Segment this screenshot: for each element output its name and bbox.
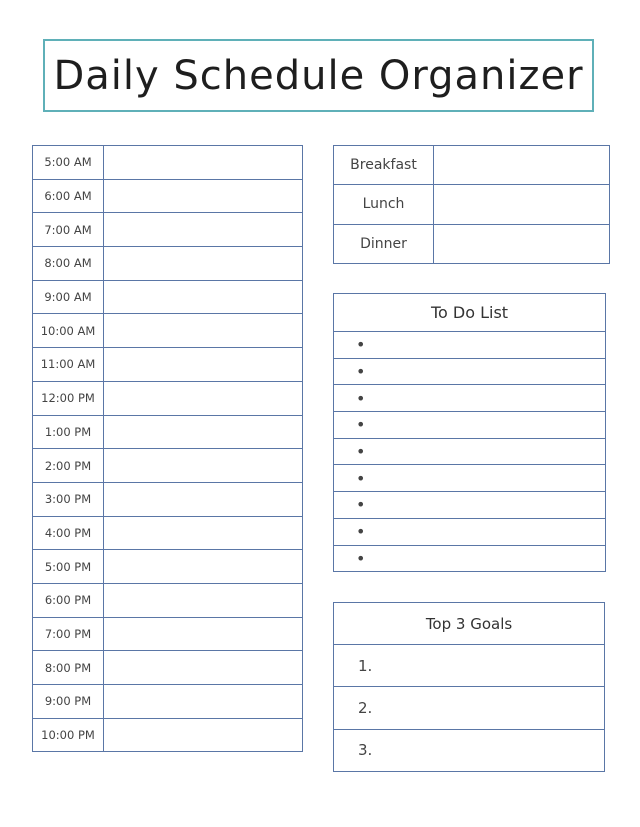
todo-heading: To Do List: [334, 294, 606, 332]
schedule-entry-field[interactable]: [104, 685, 303, 719]
schedule-row: [33, 449, 303, 483]
schedule-row: [33, 685, 303, 719]
time-label: 8:00 AM: [33, 247, 104, 281]
time-label: 6:00 AM: [33, 179, 104, 213]
goal-entry-field[interactable]: [334, 645, 605, 687]
bullet-icon: •: [356, 388, 366, 408]
bullet-icon: •: [356, 442, 366, 462]
meal-row: [334, 146, 610, 185]
schedule-row: [33, 651, 303, 685]
todo-entry-field[interactable]: [334, 358, 606, 385]
time-label: 11:00 AM: [33, 348, 104, 382]
meal-label: Breakfast: [334, 146, 434, 185]
top-goals-table: [333, 602, 605, 772]
todo-row: [334, 465, 606, 492]
time-label: 3:00 PM: [33, 482, 104, 516]
time-label: 5:00 PM: [33, 550, 104, 584]
schedule-row: [33, 381, 303, 415]
time-label: 7:00 AM: [33, 213, 104, 247]
schedule-entry-field[interactable]: [104, 415, 303, 449]
goal-row: [334, 645, 605, 687]
todo-row: [334, 385, 606, 412]
goal-number: 2.: [358, 698, 373, 717]
meal-entry-field[interactable]: [434, 146, 610, 185]
time-label: 6:00 PM: [33, 583, 104, 617]
todo-row: [334, 438, 606, 465]
schedule-row: [33, 516, 303, 550]
time-label: 9:00 PM: [33, 685, 104, 719]
bullet-icon: •: [356, 415, 366, 435]
schedule-entry-field[interactable]: [104, 146, 303, 180]
bullet-icon: •: [356, 522, 366, 542]
schedule-entry-field[interactable]: [104, 314, 303, 348]
schedule-entry-field[interactable]: [104, 179, 303, 213]
time-label: 5:00 AM: [33, 146, 104, 180]
bullet-icon: •: [356, 468, 366, 488]
time-label: 8:00 PM: [33, 651, 104, 685]
time-label: 1:00 PM: [33, 415, 104, 449]
page-title: Daily Schedule Organizer: [53, 52, 584, 99]
meal-row: [334, 224, 610, 263]
schedule-entry-field[interactable]: [104, 381, 303, 415]
bullet-icon: •: [356, 362, 366, 382]
schedule-row: [33, 718, 303, 752]
schedule-row: [33, 179, 303, 213]
bullet-icon: •: [356, 495, 366, 515]
todo-row: [334, 545, 606, 572]
todo-row: [334, 412, 606, 439]
hourly-schedule-table: [32, 145, 303, 752]
goal-entry-field[interactable]: [334, 729, 605, 771]
goal-number: 1.: [358, 656, 373, 675]
todo-entry-field[interactable]: [334, 412, 606, 439]
goal-row: [334, 687, 605, 729]
meal-entry-field[interactable]: [434, 185, 610, 224]
schedule-row: [33, 550, 303, 584]
schedule-entry-field[interactable]: [104, 482, 303, 516]
schedule-row: [33, 146, 303, 180]
meal-label: Lunch: [334, 185, 434, 224]
bullet-icon: •: [356, 335, 366, 355]
schedule-entry-field[interactable]: [104, 280, 303, 314]
schedule-row: [33, 247, 303, 281]
schedule-entry-field[interactable]: [104, 617, 303, 651]
meal-row: [334, 185, 610, 224]
meals-table: [333, 145, 610, 264]
todo-entry-field[interactable]: [334, 332, 606, 359]
schedule-row: [33, 348, 303, 382]
time-label: 4:00 PM: [33, 516, 104, 550]
todo-row: [334, 492, 606, 519]
schedule-row: [33, 482, 303, 516]
time-label: 10:00 PM: [33, 718, 104, 752]
schedule-entry-field[interactable]: [104, 213, 303, 247]
todo-list-table: [333, 293, 606, 572]
todo-row: [334, 518, 606, 545]
time-label: 9:00 AM: [33, 280, 104, 314]
todo-row: [334, 332, 606, 359]
schedule-row: [33, 617, 303, 651]
time-label: 10:00 AM: [33, 314, 104, 348]
goal-row: [334, 729, 605, 771]
time-label: 7:00 PM: [33, 617, 104, 651]
todo-entry-field[interactable]: [334, 438, 606, 465]
goal-number: 3.: [358, 741, 373, 760]
bullet-icon: •: [356, 548, 366, 568]
goal-entry-field[interactable]: [334, 687, 605, 729]
schedule-entry-field[interactable]: [104, 516, 303, 550]
goals-heading: Top 3 Goals: [334, 603, 605, 645]
schedule-entry-field[interactable]: [104, 348, 303, 382]
meal-label: Dinner: [334, 224, 434, 263]
schedule-row: [33, 583, 303, 617]
schedule-row: [33, 415, 303, 449]
todo-entry-field[interactable]: [334, 545, 606, 572]
todo-entry-field[interactable]: [334, 518, 606, 545]
todo-row: [334, 358, 606, 385]
schedule-entry-field[interactable]: [104, 651, 303, 685]
title-box: [43, 39, 594, 112]
schedule-row: [33, 213, 303, 247]
schedule-entry-field[interactable]: [104, 718, 303, 752]
time-label: 2:00 PM: [33, 449, 104, 483]
schedule-row: [33, 280, 303, 314]
schedule-entry-field[interactable]: [104, 247, 303, 281]
todo-entry-field[interactable]: [334, 385, 606, 412]
schedule-entry-field[interactable]: [104, 550, 303, 584]
schedule-entry-field[interactable]: [104, 583, 303, 617]
todo-entry-field[interactable]: [334, 492, 606, 519]
schedule-row: [33, 314, 303, 348]
time-label: 12:00 PM: [33, 381, 104, 415]
schedule-entry-field[interactable]: [104, 449, 303, 483]
meal-entry-field[interactable]: [434, 224, 610, 263]
todo-entry-field[interactable]: [334, 465, 606, 492]
